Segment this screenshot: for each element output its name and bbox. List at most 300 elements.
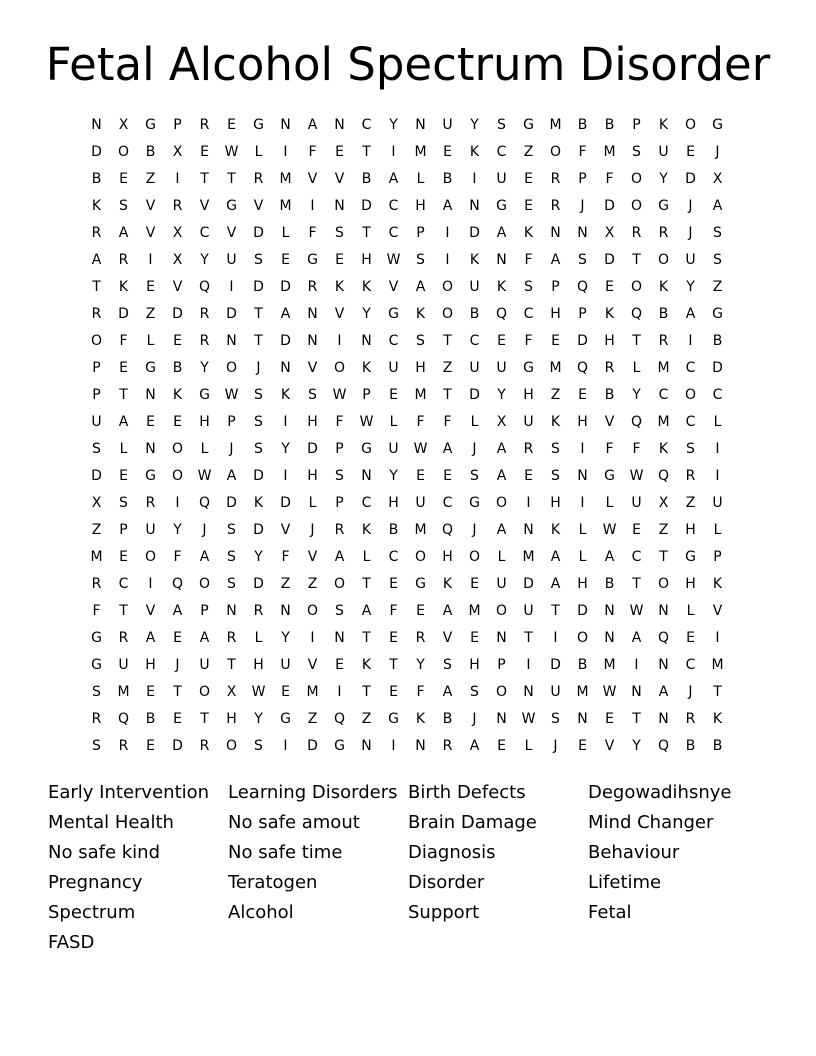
grid-letter: A xyxy=(442,603,453,619)
grid-letter: S xyxy=(686,441,695,457)
grid-letter: T xyxy=(632,576,641,592)
grid-letter: C xyxy=(712,387,723,403)
grid-letter: O xyxy=(441,306,454,322)
grid-letter: J xyxy=(715,144,720,160)
grid-row xyxy=(83,436,731,463)
grid-letter: S xyxy=(335,603,344,619)
grid-letter: R xyxy=(550,171,561,187)
grid-letter: E xyxy=(335,657,344,673)
grid-letter: L xyxy=(713,414,722,430)
grid-letter: A xyxy=(604,549,615,565)
grid-letter: E xyxy=(605,279,614,295)
grid-letter: Z xyxy=(523,144,534,160)
word-list-item: Learning Disorders xyxy=(228,782,398,803)
grid-letter: O xyxy=(657,252,670,268)
grid-letter: B xyxy=(361,171,372,187)
grid-letter: U xyxy=(523,414,534,430)
grid-letter: C xyxy=(685,657,696,673)
grid-letter: C xyxy=(388,198,399,214)
grid-letter: D xyxy=(172,738,183,754)
grid-letter: H xyxy=(577,576,588,592)
grid-letter: T xyxy=(254,333,263,349)
grid-letter: K xyxy=(496,279,507,295)
grid-letter: X xyxy=(226,684,237,700)
grid-letter: N xyxy=(226,333,237,349)
grid-letter: E xyxy=(443,144,452,160)
grid-letter: D xyxy=(469,225,480,241)
grid-letter: F xyxy=(578,144,587,160)
grid-letter: N xyxy=(523,522,534,538)
grid-letter: A xyxy=(685,306,696,322)
grid-letter: E xyxy=(497,333,506,349)
grid-letter: F xyxy=(92,603,101,619)
grid-row xyxy=(83,544,731,571)
grid-letter: Q xyxy=(630,306,643,322)
grid-letter: O xyxy=(684,117,697,133)
word-search-grid xyxy=(83,112,731,760)
grid-letter: Q xyxy=(576,279,589,295)
grid-letter: Y xyxy=(281,630,290,646)
grid-letter: Y xyxy=(470,117,479,133)
grid-letter: B xyxy=(604,576,615,592)
grid-letter: S xyxy=(335,225,344,241)
grid-letter: R xyxy=(658,333,669,349)
grid-letter: D xyxy=(604,198,615,214)
grid-letter: N xyxy=(361,468,372,484)
grid-letter: C xyxy=(685,360,696,376)
grid-letter: B xyxy=(577,117,588,133)
grid-letter: U xyxy=(631,495,642,511)
grid-letter: B xyxy=(685,738,696,754)
grid-letter: H xyxy=(415,360,426,376)
grid-letter: K xyxy=(523,225,534,241)
grid-letter: U xyxy=(226,252,237,268)
grid-row xyxy=(83,625,731,652)
grid-letter: Q xyxy=(198,495,211,511)
grid-letter: L xyxy=(119,441,128,457)
grid-letter: V xyxy=(253,198,264,214)
grid-letter: F xyxy=(632,441,641,457)
grid-letter: T xyxy=(200,711,209,727)
grid-letter: D xyxy=(226,306,237,322)
grid-letter: G xyxy=(361,441,372,457)
grid-letter: W xyxy=(602,684,617,700)
grid-letter: P xyxy=(227,414,236,430)
grid-letter: Z xyxy=(685,495,696,511)
grid-letter: A xyxy=(469,738,480,754)
grid-letter: A xyxy=(496,522,507,538)
grid-letter: W xyxy=(629,468,644,484)
grid-letter: I xyxy=(283,144,288,160)
grid-letter: V xyxy=(307,549,318,565)
grid-letter: L xyxy=(389,414,398,430)
grid-letter: D xyxy=(280,495,291,511)
grid-letter: E xyxy=(524,198,533,214)
grid-letter: K xyxy=(469,252,480,268)
grid-letter: D xyxy=(307,738,318,754)
grid-letter: S xyxy=(92,738,101,754)
grid-letter: E xyxy=(119,549,128,565)
grid-row xyxy=(83,328,731,355)
grid-letter: R xyxy=(91,306,102,322)
grid-letter: N xyxy=(577,225,588,241)
grid-letter: N xyxy=(280,117,291,133)
grid-letter: D xyxy=(118,306,129,322)
grid-letter: O xyxy=(144,549,157,565)
grid-letter: H xyxy=(361,252,372,268)
grid-letter: H xyxy=(685,522,696,538)
grid-letter: M xyxy=(279,171,292,187)
grid-letter: E xyxy=(551,333,560,349)
grid-letter: B xyxy=(145,711,156,727)
grid-letter: R xyxy=(631,225,642,241)
word-list-item: Pregnancy xyxy=(48,872,143,893)
grid-letter: B xyxy=(658,306,669,322)
grid-letter: N xyxy=(334,198,345,214)
grid-letter: U xyxy=(415,495,426,511)
grid-letter: B xyxy=(712,738,723,754)
grid-letter: M xyxy=(603,144,616,160)
grid-letter: S xyxy=(254,441,263,457)
grid-letter: G xyxy=(226,198,237,214)
grid-letter: S xyxy=(578,252,587,268)
grid-letter: S xyxy=(254,387,263,403)
grid-letter: G xyxy=(523,360,534,376)
grid-letter: P xyxy=(362,387,371,403)
grid-letter: J xyxy=(472,711,477,727)
grid-letter: S xyxy=(119,198,128,214)
grid-letter: A xyxy=(145,630,156,646)
grid-letter: N xyxy=(469,198,480,214)
grid-letter: C xyxy=(199,225,210,241)
grid-letter: G xyxy=(91,630,102,646)
grid-letter: K xyxy=(658,117,669,133)
grid-letter: Q xyxy=(657,468,670,484)
grid-letter: R xyxy=(334,522,345,538)
page-title: Fetal Alcohol Spectrum Disorder xyxy=(45,38,771,91)
grid-letter: K xyxy=(91,198,102,214)
grid-letter: G xyxy=(280,711,291,727)
grid-letter: O xyxy=(576,630,589,646)
grid-letter: Q xyxy=(630,414,643,430)
grid-letter: N xyxy=(496,711,507,727)
grid-letter: O xyxy=(630,171,643,187)
grid-letter: T xyxy=(443,387,452,403)
grid-letter: D xyxy=(712,360,723,376)
grid-letter: K xyxy=(550,522,561,538)
grid-letter: F xyxy=(524,333,533,349)
grid-letter: Z xyxy=(91,522,102,538)
grid-letter: R xyxy=(118,738,129,754)
grid-letter: F xyxy=(389,603,398,619)
grid-letter: B xyxy=(604,117,615,133)
grid-letter: M xyxy=(549,117,562,133)
grid-letter: S xyxy=(92,441,101,457)
grid-letter: T xyxy=(632,711,641,727)
grid-letter: G xyxy=(469,495,480,511)
grid-letter: C xyxy=(388,333,399,349)
grid-letter: V xyxy=(145,603,156,619)
grid-letter: I xyxy=(148,576,153,592)
grid-letter: D xyxy=(307,441,318,457)
grid-letter: D xyxy=(280,279,291,295)
grid-letter: Z xyxy=(307,576,318,592)
grid-letter: R xyxy=(199,117,210,133)
grid-letter: K xyxy=(280,387,291,403)
grid-letter: Y xyxy=(254,549,263,565)
grid-letter: T xyxy=(119,603,128,619)
word-list-item: Mind Changer xyxy=(588,812,714,833)
grid-letter: N xyxy=(361,333,372,349)
grid-letter: E xyxy=(227,117,236,133)
grid-letter: O xyxy=(171,441,184,457)
grid-letter: B xyxy=(577,657,588,673)
grid-letter: K xyxy=(253,495,264,511)
grid-letter: U xyxy=(388,441,399,457)
grid-letter: F xyxy=(281,549,290,565)
grid-letter: D xyxy=(523,576,534,592)
grid-letter: O xyxy=(468,549,481,565)
grid-letter: D xyxy=(253,468,264,484)
grid-letter: S xyxy=(470,468,479,484)
grid-letter: T xyxy=(362,225,371,241)
grid-letter: E xyxy=(173,414,182,430)
grid-letter: X xyxy=(118,117,129,133)
grid-letter: Y xyxy=(200,252,209,268)
grid-letter: E xyxy=(335,144,344,160)
grid-letter: J xyxy=(472,522,477,538)
grid-letter: A xyxy=(199,630,210,646)
grid-letter: R xyxy=(658,225,669,241)
grid-letter: L xyxy=(578,522,587,538)
grid-letter: V xyxy=(442,630,453,646)
grid-letter: E xyxy=(335,252,344,268)
grid-letter: R xyxy=(226,630,237,646)
grid-letter: Y xyxy=(281,441,290,457)
grid-row xyxy=(83,193,731,220)
grid-letter: I xyxy=(715,441,720,457)
word-list-item: No safe amout xyxy=(228,812,360,833)
grid-letter: W xyxy=(332,387,347,403)
grid-letter: Y xyxy=(659,171,668,187)
grid-letter: T xyxy=(659,549,668,565)
grid-letter: I xyxy=(634,657,639,673)
grid-letter: B xyxy=(604,387,615,403)
grid-letter: D xyxy=(469,387,480,403)
grid-letter: G xyxy=(334,738,345,754)
grid-letter: G xyxy=(199,387,210,403)
grid-letter: T xyxy=(173,684,182,700)
grid-letter: F xyxy=(605,171,614,187)
grid-letter: I xyxy=(283,738,288,754)
grid-letter: T xyxy=(362,576,371,592)
grid-letter: V xyxy=(145,225,156,241)
grid-letter: O xyxy=(549,144,562,160)
grid-letter: E xyxy=(686,144,695,160)
grid-letter: R xyxy=(91,576,102,592)
grid-letter: B xyxy=(172,360,183,376)
grid-letter: N xyxy=(658,657,669,673)
grid-letter: V xyxy=(226,225,237,241)
grid-letter: T xyxy=(443,333,452,349)
grid-row xyxy=(83,274,731,301)
grid-letter: P xyxy=(335,441,344,457)
grid-letter: N xyxy=(280,603,291,619)
word-list-item: Behaviour xyxy=(588,842,680,863)
word-list-item: Alcohol xyxy=(228,902,294,923)
grid-letter: L xyxy=(713,522,722,538)
grid-letter: V xyxy=(334,306,345,322)
grid-letter: L xyxy=(686,603,695,619)
grid-letter: E xyxy=(389,387,398,403)
grid-letter: W xyxy=(629,603,644,619)
grid-letter: A xyxy=(496,468,507,484)
grid-letter: T xyxy=(254,306,263,322)
grid-letter: I xyxy=(445,225,450,241)
grid-letter: Z xyxy=(307,711,318,727)
grid-letter: P xyxy=(578,306,587,322)
grid-letter: E xyxy=(632,522,641,538)
grid-letter: G xyxy=(388,711,399,727)
grid-letter: R xyxy=(253,603,264,619)
grid-letter: N xyxy=(604,630,615,646)
grid-letter: N xyxy=(523,684,534,700)
grid-letter: Z xyxy=(280,576,291,592)
grid-letter: T xyxy=(119,387,128,403)
grid-letter: R xyxy=(253,171,264,187)
grid-letter: N xyxy=(145,387,156,403)
grid-row xyxy=(83,112,731,139)
grid-letter: D xyxy=(604,252,615,268)
grid-letter: A xyxy=(199,549,210,565)
grid-letter: D xyxy=(172,306,183,322)
grid-letter: P xyxy=(173,117,182,133)
grid-letter: G xyxy=(145,360,156,376)
grid-letter: X xyxy=(172,252,183,268)
grid-letter: D xyxy=(253,522,264,538)
grid-letter: E xyxy=(524,171,533,187)
grid-letter: N xyxy=(631,684,642,700)
grid-letter: H xyxy=(307,468,318,484)
grid-row xyxy=(83,301,731,328)
grid-letter: R xyxy=(145,495,156,511)
grid-letter: V xyxy=(307,360,318,376)
grid-letter: C xyxy=(388,225,399,241)
grid-letter: M xyxy=(414,144,427,160)
grid-letter: K xyxy=(172,387,183,403)
grid-row xyxy=(83,571,731,598)
grid-letter: S xyxy=(335,468,344,484)
grid-letter: H xyxy=(145,657,156,673)
grid-letter: T xyxy=(632,252,641,268)
grid-letter: K xyxy=(712,576,723,592)
grid-letter: M xyxy=(117,684,130,700)
word-list-item: Lifetime xyxy=(588,872,662,893)
grid-letter: G xyxy=(415,576,426,592)
grid-letter: I xyxy=(526,657,531,673)
grid-letter: V xyxy=(388,279,399,295)
grid-letter: X xyxy=(658,495,669,511)
grid-letter: K xyxy=(658,441,669,457)
grid-letter: H xyxy=(469,657,480,673)
grid-letter: N xyxy=(550,225,561,241)
grid-letter: T xyxy=(362,684,371,700)
grid-letter: H xyxy=(550,495,561,511)
grid-letter: W xyxy=(413,441,428,457)
grid-letter: B xyxy=(145,144,156,160)
grid-letter: K xyxy=(469,144,480,160)
grid-letter: U xyxy=(145,522,156,538)
grid-letter: I xyxy=(553,630,558,646)
grid-letter: D xyxy=(91,144,102,160)
grid-letter: V xyxy=(307,171,318,187)
grid-letter: A xyxy=(307,117,318,133)
grid-row xyxy=(83,598,731,625)
grid-letter: K xyxy=(604,306,615,322)
grid-letter: F xyxy=(335,414,344,430)
grid-letter: N xyxy=(334,117,345,133)
grid-letter: E xyxy=(524,468,533,484)
grid-letter: S xyxy=(551,441,560,457)
grid-letter: D xyxy=(226,495,237,511)
grid-letter: N xyxy=(658,711,669,727)
grid-letter: E xyxy=(389,684,398,700)
grid-letter: H xyxy=(415,198,426,214)
grid-letter: L xyxy=(497,549,506,565)
grid-letter: G xyxy=(604,468,615,484)
grid-row xyxy=(83,166,731,193)
grid-letter: H xyxy=(199,414,210,430)
grid-letter: N xyxy=(496,630,507,646)
grid-letter: O xyxy=(225,738,238,754)
grid-letter: N xyxy=(577,468,588,484)
grid-letter: O xyxy=(684,387,697,403)
grid-letter: Z xyxy=(712,279,723,295)
grid-letter: S xyxy=(632,144,641,160)
grid-letter: H xyxy=(577,414,588,430)
grid-letter: I xyxy=(283,414,288,430)
grid-letter: R xyxy=(685,468,696,484)
grid-letter: A xyxy=(361,603,372,619)
grid-letter: Q xyxy=(657,630,670,646)
word-list-item: Disorder xyxy=(408,872,485,893)
grid-letter: Q xyxy=(657,738,670,754)
grid-letter: U xyxy=(469,360,480,376)
grid-letter: S xyxy=(254,738,263,754)
grid-letter: N xyxy=(334,630,345,646)
grid-letter: L xyxy=(632,360,641,376)
grid-row xyxy=(83,652,731,679)
grid-letter: S xyxy=(551,468,560,484)
grid-letter: E xyxy=(119,171,128,187)
grid-letter: A xyxy=(496,441,507,457)
grid-letter: A xyxy=(631,630,642,646)
grid-letter: R xyxy=(199,333,210,349)
grid-letter: U xyxy=(442,117,453,133)
grid-letter: Y xyxy=(200,360,209,376)
word-list-item: Support xyxy=(408,902,480,923)
grid-letter: U xyxy=(523,603,534,619)
grid-letter: Q xyxy=(171,576,184,592)
grid-row xyxy=(83,463,731,490)
grid-letter: T xyxy=(362,630,371,646)
grid-letter: X xyxy=(712,171,723,187)
grid-letter: R xyxy=(523,441,534,457)
grid-letter: X xyxy=(91,495,102,511)
grid-letter: U xyxy=(712,495,723,511)
grid-letter: Q xyxy=(198,279,211,295)
grid-letter: J xyxy=(553,738,558,754)
